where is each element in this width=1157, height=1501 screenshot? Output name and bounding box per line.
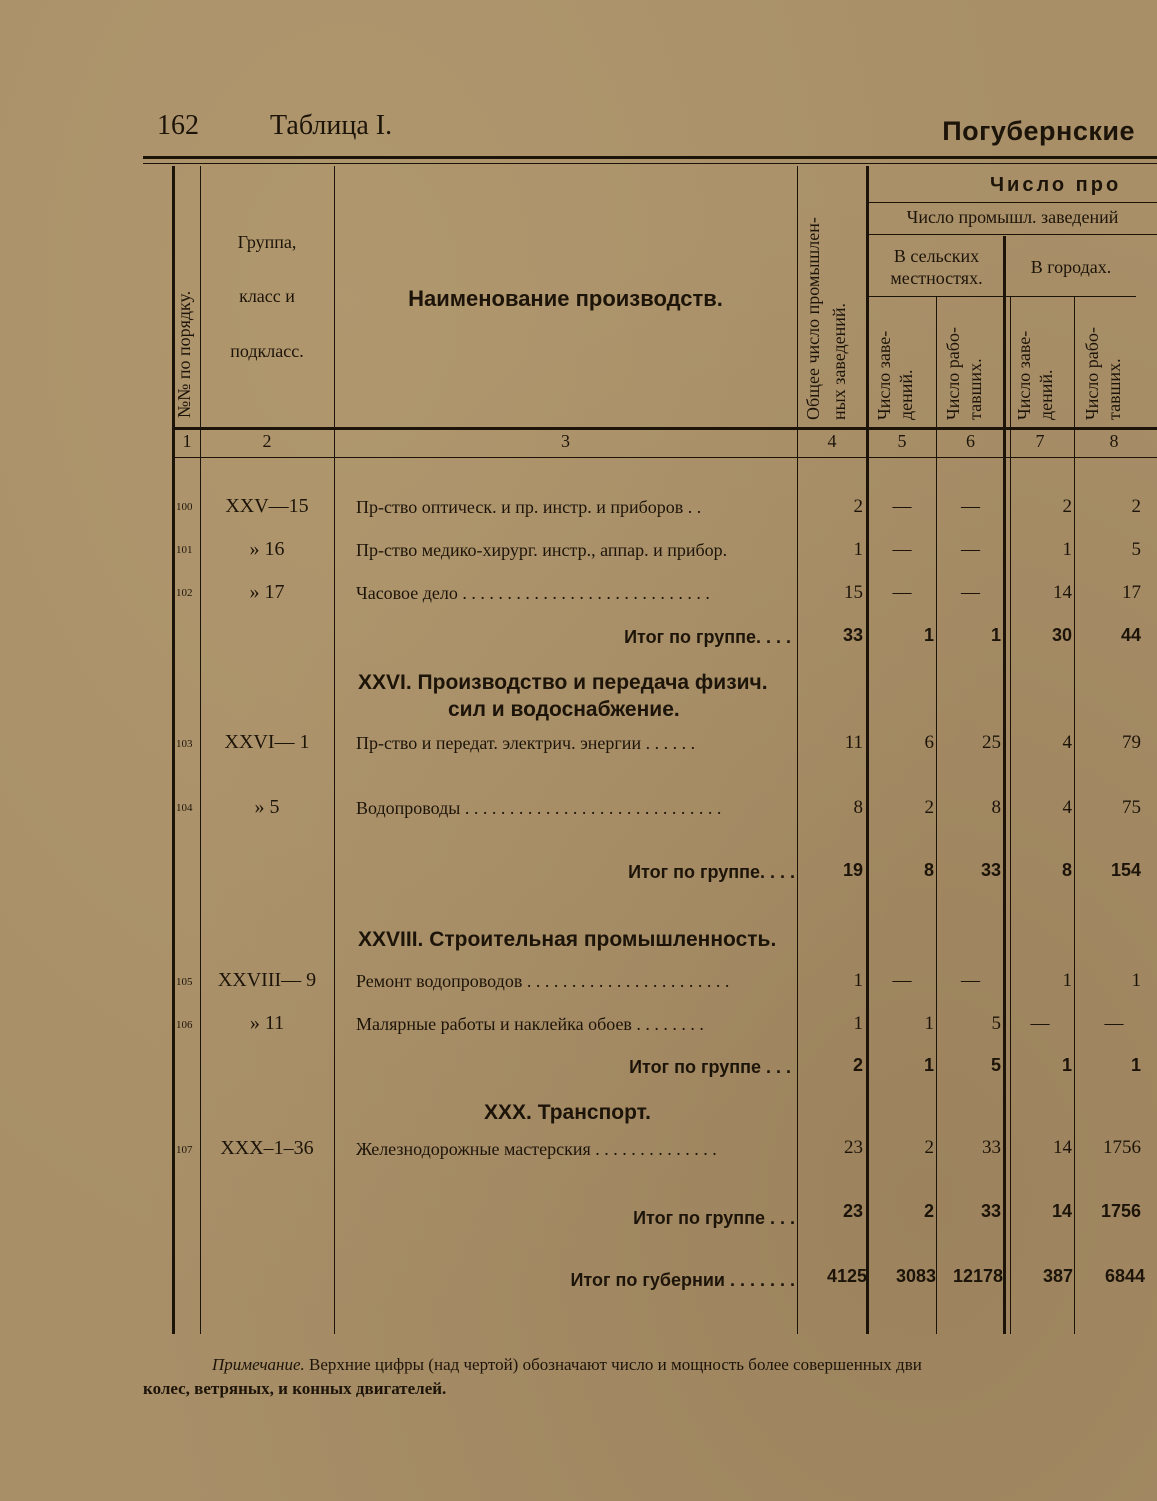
total-value: 33 <box>842 625 863 645</box>
row-number: 107 <box>176 1144 193 1156</box>
row-number: 102 <box>176 587 193 599</box>
row-urban-work: 1 <box>1131 970 1141 991</box>
footnote-text: Верхние цифры (над чертой) обозначают число и мощность более совершенных дви <box>309 1355 922 1374</box>
row-urban-est: 4 <box>1062 797 1072 818</box>
col-header-urban-work-2: тавших. <box>1104 358 1124 420</box>
col-header-group-1: Группа, <box>237 232 297 252</box>
row-rural-est: — <box>892 582 912 603</box>
row-rural-est: 2 <box>924 1137 934 1158</box>
colnum-rule <box>172 457 1157 458</box>
row-group: » 17 <box>249 581 285 603</box>
group-total-label: Итог по группе . . . <box>633 1208 795 1228</box>
total-value: 8 <box>1061 860 1072 880</box>
row-rural-est: — <box>892 496 912 517</box>
col-header-rural-2: местностях. <box>890 268 983 288</box>
col-header-rural-work-1: Число рабо- <box>943 327 963 420</box>
section-heading: XXVIII. Строительная промышленность. <box>358 928 777 951</box>
top-rule <box>143 156 1157 159</box>
row-urban-work: 75 <box>1122 797 1141 818</box>
row-urban-work: 1756 <box>1103 1137 1141 1158</box>
total-value: 5 <box>990 1055 1001 1075</box>
group-total-label: Итог по группе. . . . <box>624 627 791 647</box>
total-value: 2 <box>923 1201 934 1221</box>
col-header-name: Наименование производств. <box>408 286 723 311</box>
row-name: Пр-ство и передат. электрич. энергии . . . . . . <box>356 733 696 753</box>
row-rural-work: 25 <box>982 732 1001 753</box>
page-title: Погубернские <box>942 116 1135 146</box>
row-total: 2 <box>853 496 863 517</box>
col-header-group-2: класс и <box>239 286 295 306</box>
row-name: Малярные работы и наклейка обоев . . . . . . . . <box>356 1014 704 1034</box>
col-header-urban: В городах. <box>1030 257 1112 277</box>
row-group: XXX–1–36 <box>220 1137 314 1159</box>
row-urban-est: 2 <box>1062 496 1072 517</box>
col-number: 7 <box>1035 431 1045 451</box>
col-header-rural-est-1: Число заве- <box>874 330 894 420</box>
col-header-urban-work-1: Число рабо- <box>1082 327 1102 420</box>
row-rural-work: 5 <box>991 1013 1001 1034</box>
total-value: 1756 <box>1100 1201 1141 1221</box>
row-urban-work: 2 <box>1131 496 1141 517</box>
row-group: » 5 <box>254 796 280 818</box>
total-value: 33 <box>980 1201 1001 1221</box>
row-group: XXVIII— 9 <box>217 969 317 991</box>
col-divider <box>334 166 335 1334</box>
row-group: » 11 <box>249 1012 285 1034</box>
footnote-line2: колес, ветряных, и конных двигателей. <box>143 1379 447 1398</box>
row-rural-work: — <box>961 539 980 560</box>
row-number: 105 <box>176 976 193 988</box>
row-rural-work: 8 <box>991 797 1001 818</box>
row-urban-est: 1 <box>1062 970 1072 991</box>
row-number: 101 <box>176 544 193 556</box>
group-total-label: Итог по группе. . . . <box>628 862 795 882</box>
row-number: 104 <box>176 802 193 814</box>
row-rural-work: 33 <box>982 1137 1001 1158</box>
row-urban-work: 5 <box>1131 539 1141 560</box>
row-name: Пр-ство оптическ. и пр. инстр. и приборов . . <box>356 497 702 517</box>
row-name: Часовое дело . . . . . . . . . . . . . . . . . . . . . . . . . . . . <box>356 583 710 603</box>
province-total-label: Итог по губернии . . . . . . . <box>570 1270 795 1290</box>
total-value: 44 <box>1120 625 1141 645</box>
page-number: 162 <box>157 110 199 141</box>
row-name: Ремонт водопроводов . . . . . . . . . . . . . . . . . . . . . . . <box>356 971 730 991</box>
row-rural-est: — <box>892 970 912 991</box>
row-urban-est: — <box>1030 1013 1050 1034</box>
row-urban-est: 4 <box>1062 732 1072 753</box>
col-number: 3 <box>561 431 570 451</box>
row-total: 8 <box>853 797 863 818</box>
row-total: 23 <box>844 1137 863 1158</box>
row-total: 15 <box>844 582 863 603</box>
top-rule-thin <box>143 163 1157 164</box>
total-value: 14 <box>1051 1201 1072 1221</box>
col-header-number: №№ по порядку. <box>174 290 194 418</box>
col-header-sub-span: Число промышл. заведений <box>906 207 1119 227</box>
province-total-value: 4125 <box>826 1266 867 1286</box>
row-total: 1 <box>853 970 863 991</box>
total-value: 1 <box>1130 1055 1141 1075</box>
col-header-top-span: Число про <box>990 174 1122 196</box>
total-value: 1 <box>990 625 1001 645</box>
col-divider <box>1003 236 1006 1334</box>
total-value: 1 <box>1061 1055 1072 1075</box>
col-header-rural-work-2: тавших. <box>965 358 985 420</box>
province-total-value: 3083 <box>895 1266 936 1286</box>
total-value: 2 <box>852 1055 863 1075</box>
province-total-value: 12178 <box>952 1266 1003 1286</box>
section-heading: XXX. Транспорт. <box>484 1101 651 1124</box>
row-rural-est: 1 <box>924 1013 934 1034</box>
row-urban-work: 79 <box>1122 732 1141 753</box>
footnote-line1 <box>212 1355 922 1375</box>
total-value: 1 <box>923 1055 934 1075</box>
header-subrule <box>868 202 1157 203</box>
row-group: » 16 <box>249 538 285 560</box>
row-name: Пр-ство медико-хирург. инстр., аппар. и прибор. <box>356 540 728 560</box>
row-urban-work: — <box>1104 1013 1124 1034</box>
row-rural-work: — <box>961 496 980 517</box>
col-number: 2 <box>262 431 272 451</box>
total-value: 33 <box>980 860 1001 880</box>
row-total: 1 <box>853 1013 863 1034</box>
row-urban-est: 1 <box>1062 539 1072 560</box>
total-value: 23 <box>842 1201 863 1221</box>
row-rural-work: — <box>961 970 980 991</box>
header-bottom-rule <box>172 427 1157 430</box>
row-rural-work: — <box>961 582 980 603</box>
row-number: 103 <box>176 738 193 750</box>
row-total: 11 <box>844 732 863 753</box>
province-total-value: 387 <box>1042 1266 1073 1286</box>
col-number: 5 <box>897 431 907 451</box>
row-rural-est: 6 <box>924 732 934 753</box>
row-name: Железнодорожные мастерския . . . . . . . . . . . . . . <box>356 1139 717 1159</box>
section-heading-cont: сил и водоснабжение. <box>448 698 680 721</box>
row-name: Водопроводы . . . . . . . . . . . . . . . . . . . . . . . . . . . . . <box>356 798 722 818</box>
row-rural-est: 2 <box>924 797 934 818</box>
col-number: 1 <box>182 431 192 451</box>
col-number: 6 <box>966 431 975 451</box>
total-value: 154 <box>1110 860 1141 880</box>
table-label: Таблица I. <box>270 110 393 141</box>
section-heading: XXVI. Производство и передача физич. <box>358 671 768 694</box>
group-total-label: Итог по группе . . . <box>629 1057 791 1077</box>
col-header-total-2: ных заведений. <box>829 302 849 420</box>
header-subrule <box>868 234 1157 235</box>
total-value: 30 <box>1051 625 1072 645</box>
total-value: 8 <box>923 860 934 880</box>
col-header-rural-1: В сельских <box>893 246 980 266</box>
province-total-value: 6844 <box>1104 1266 1145 1286</box>
row-rural-est: — <box>892 539 912 560</box>
col-header-group-3: подкласс. <box>230 341 304 361</box>
row-number: 100 <box>176 501 193 513</box>
row-number: 106 <box>176 1019 193 1031</box>
header-subrule <box>868 296 1136 297</box>
row-group: XXV—15 <box>225 495 309 517</box>
row-urban-est: 14 <box>1053 1137 1072 1158</box>
row-group: XXVI— 1 <box>224 731 310 753</box>
col-number: 4 <box>827 431 837 451</box>
row-total: 1 <box>853 539 863 560</box>
total-value: 1 <box>923 625 934 645</box>
col-header-rural-est-2: дений. <box>896 369 916 420</box>
row-urban-est: 14 <box>1053 582 1072 603</box>
col-header-urban-est-1: Число заве- <box>1014 330 1034 420</box>
col-number: 8 <box>1109 431 1119 451</box>
row-urban-work: 17 <box>1122 582 1141 603</box>
footnote-label: Примечание. <box>212 1355 305 1374</box>
col-header-urban-est-2: дений. <box>1036 369 1056 420</box>
col-header-total-1: Общее число промышлен- <box>803 217 823 420</box>
total-value: 19 <box>842 860 863 880</box>
